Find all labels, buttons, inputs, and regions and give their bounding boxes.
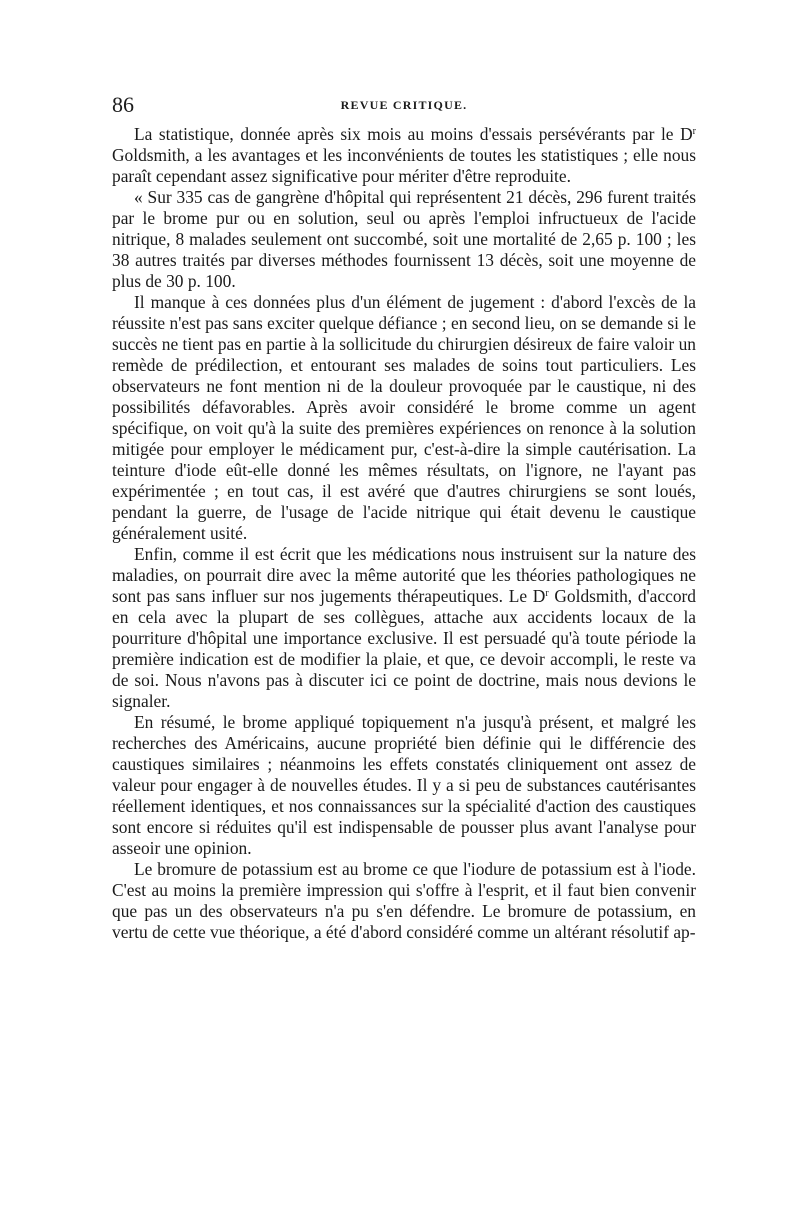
paragraph: Enfin, comme il est écrit que les médications nous instruisent sur la nature des maladies, on pourrait dire avec la même autorité que les théories pathologiques ne sont pas sans influer sur nos jugements thérapeutiques. Le $D^r$ Goldsmith, d'accord en cela avec la plupart de ses collègues, attache aux accidents locaux de la pourriture d'hôpital une importance exclusive. Il est persuadé qu'à toute période la première indication est de modifier la plaie, et que, ce devoir accompli, le reste va de soi. Nous n'avons pas à discuter ici ce point de doctrine, mais nous devions le signaler.	[112, 544, 696, 711]
paragraph: En résumé, le brome appliqué topiquement n'a jusqu'à présent, et malgré les recherches des Américains, aucune propriété bien définie qui le différencie des caustiques similaires ; néanmoins les effets constatés cliniquement ont assez de valeur pour engager à de nouvelles études. Il y a si peu de substances cautérisantes réellement identiques, et nos connaissances sur la spécialité d'action des caustiques sont encore si réduites qu'il est indispensable de pousser plus avant l'analyse pour asseoir une opinion.	[112, 712, 696, 858]
paragraph: Il manque à ces données plus d'un élément de jugement : d'abord l'excès de la réussite n'est pas sans exciter quelque défiance ; en second lieu, on se demande si le succès ne tient pas en partie à la sollicitude du chirurgien désireux de faire valoir un remède de prédilection, et entourant ses malades de soins tout particuliers. Les observateurs ne font mention ni de la douleur provoquée par le caustique, ni des possibilités défavorables. Après avoir considéré le brome comme un agent spécifique, on voit qu'à la suite des premières expériences on renonce à la solution mitigée pour employer le médicament pur, c'est-à-dire la simple cautérisation. La teinture d'iode eût-elle donné les mêmes résultats, on l'ignore, ne l'ayant pas expérimentée ; en tout cas, il est avéré que d'autres chirurgiens se sont loués, pendant la guerre, de l'usage de l'acide nitrique qui était devenu le caustique généralement usité.	[112, 292, 696, 543]
paragraph: Le bromure de potassium est au brome ce que l'iodure de potassium est à l'iode. C'est au moins la première impression qui s'offre à l'esprit, et il faut bien convenir que pas un des observateurs n'a pu s'en défendre. Le bromure de potassium, en vertu de cette vue théorique, a été d'abord considéré comme un altérant résolutif ap-	[112, 859, 696, 942]
body-text	[112, 124, 696, 943]
page-number: 86	[112, 92, 134, 117]
page-header	[112, 92, 696, 120]
running-head: REVUE CRITIQUE.	[340, 98, 468, 112]
paragraph: « Sur 335 cas de gangrène d'hôpital qui représentent 21 décès, 296 furent traités par le brome pur ou en solution, seul ou après l'emploi infructueux de l'acide nitrique, 8 malades seulement ont succombé, soit une mortalité de 2,65 p. 100 ; les 38 autres traités par diverses méthodes fournissent 13 décès, soit une moyenne de plus de 30 p. 100.	[112, 187, 696, 291]
paragraph: La statistique, donnée après six mois au moins d'essais persévérants par le $D^r$ Goldsmith, a les avantages et les inconvénients de toutes les statistiques ; elle nous paraît cependant assez significative pour mériter d'être reproduite.	[112, 124, 696, 186]
book-page	[112, 92, 696, 943]
